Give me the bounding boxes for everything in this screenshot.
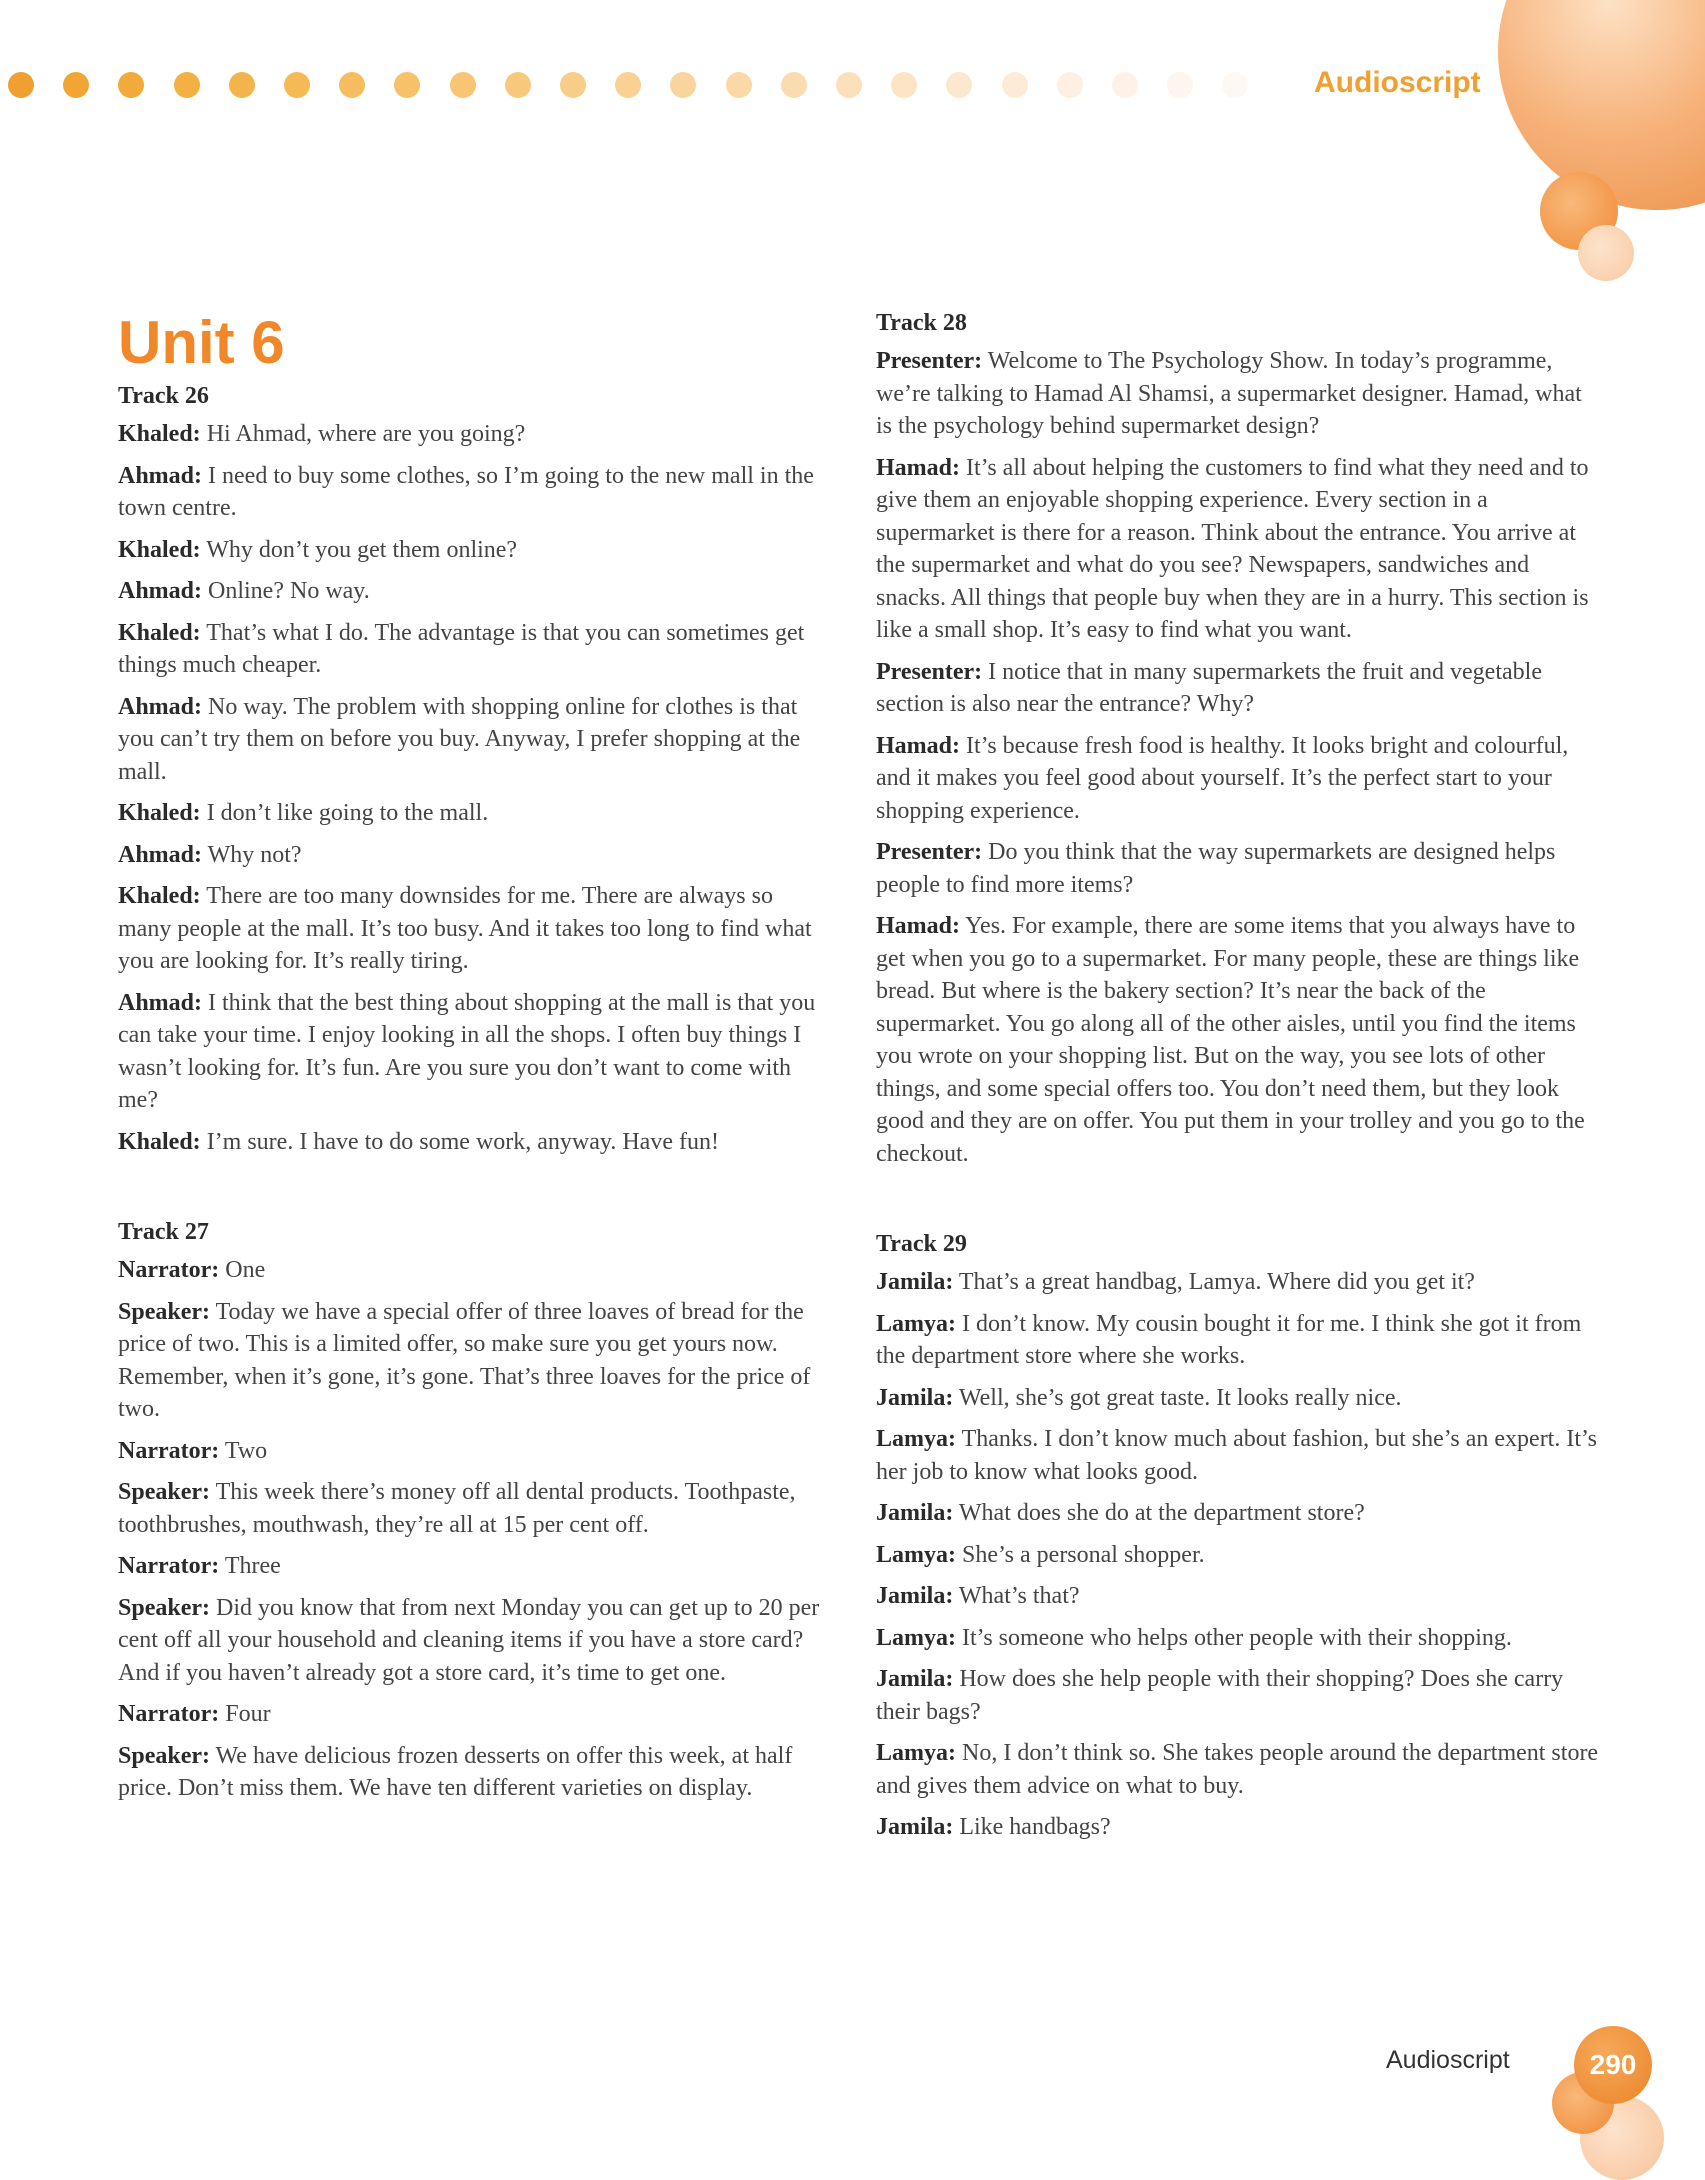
track-block xyxy=(118,1216,830,1805)
header-dot xyxy=(560,72,586,98)
header-dot xyxy=(8,72,34,98)
dialogue-line xyxy=(118,1740,830,1805)
header-dot xyxy=(726,72,752,98)
speaker-name: Khaled: xyxy=(118,883,201,909)
dialogue-line xyxy=(876,452,1601,647)
speaker-name: Ahmad: xyxy=(118,578,203,604)
track-heading: Track 28 xyxy=(876,310,967,336)
dialogue-text: It’s someone who helps other people with their shopping. xyxy=(956,1624,1512,1651)
dialogue-text: We have delicious frozen desserts on offer this week, at half price. Don’t miss them. We have ten different varieties on display. xyxy=(118,1742,793,1801)
dialogue-line xyxy=(876,730,1601,828)
dialogue-line xyxy=(876,1622,1601,1655)
speaker-name: Narrator: xyxy=(118,1701,220,1727)
speaker-name: Jamila: xyxy=(876,1666,954,1692)
dialogue-text: Did you know that from next Monday you can get up to 20 per cent off all your household and cleaning items if you have a store card? And if you haven’t already got a store card, it’s time to get one. xyxy=(118,1594,820,1686)
header-dot xyxy=(946,72,972,98)
speaker-name: Presenter: xyxy=(876,348,983,374)
dialogue-text: Why not? xyxy=(202,841,302,868)
dialogue-line xyxy=(118,1550,830,1583)
header-dot xyxy=(394,72,420,98)
speaker-name: Lamya: xyxy=(876,1541,956,1568)
dialogue-text: That’s a great handbag, Lamya. Where did you get it? xyxy=(953,1269,1475,1295)
dialogue-text: I notice that in many supermarkets the fruit and vegetable section is also near the entrance? Why? xyxy=(876,658,1542,717)
left-tracks xyxy=(118,380,830,1805)
header-dot xyxy=(63,72,89,98)
dialogue-text: Online? No way. xyxy=(202,578,370,604)
unit-title: Unit 6 xyxy=(118,309,285,376)
speaker-name: Khaled: xyxy=(118,1128,201,1155)
header-dot xyxy=(1222,72,1248,98)
speaker-name: Khaled: xyxy=(118,619,201,646)
dialogue-line xyxy=(118,1435,830,1468)
speaker-name: Hamad: xyxy=(876,913,960,939)
header-dot xyxy=(781,72,807,98)
dialogue-text: Yes. For example, there are some items that you always have to get when you go to a supermarket. For many people, these are things like bread. But where is the bakery section? It’s near the back of the supermarket. You go along all of the other aisles, until you find the items you wrote on your shopping list. But on the way, you see lots of other things, and some special offers too. You don’t need them, but they look good and they are on offer. You put them in your trolley and you go to the checkout. xyxy=(876,913,1585,1167)
track-heading: Track 29 xyxy=(876,1231,967,1257)
dialogue-line xyxy=(118,534,830,567)
dialogue-line xyxy=(118,691,830,789)
dialogue-text: Today we have a special offer of three loaves of bread for the price of two. This is a limited offer, so make sure you get yours now. Remember, when it’s gone, it’s gone. That’s three loaves for the price of two. xyxy=(118,1298,811,1422)
dialogue-text: Three xyxy=(219,1553,281,1579)
dialogue-text: How does she help people with their shopping? Does she carry their bags? xyxy=(876,1666,1564,1725)
header-dot xyxy=(339,72,365,98)
dialogue-text: That’s what I do. The advantage is that you can sometimes get things much cheaper. xyxy=(118,619,805,678)
speaker-name: Lamya: xyxy=(876,1426,956,1452)
dialogue-line xyxy=(118,1592,830,1690)
track-block xyxy=(876,1228,1601,1844)
decorative-sphere-small xyxy=(1578,225,1634,281)
dialogue-line xyxy=(118,797,830,830)
dialogue-line xyxy=(876,1737,1601,1802)
track-heading: Track 26 xyxy=(118,383,209,409)
dialogue-text: I don’t like going to the mall. xyxy=(200,800,489,826)
speaker-name: Narrator: xyxy=(118,1553,220,1579)
dialogue-line xyxy=(876,1811,1601,1844)
header-dot xyxy=(670,72,696,98)
dialogue-line xyxy=(118,1698,830,1731)
dialogue-line xyxy=(876,910,1601,1170)
header-dot xyxy=(450,72,476,98)
speaker-name: Ahmad: xyxy=(118,841,203,868)
dialogue-line xyxy=(876,1308,1601,1373)
dialogue-line xyxy=(876,1423,1601,1488)
header-dot xyxy=(505,72,531,98)
speaker-name: Speaker: xyxy=(118,1742,210,1769)
speaker-name: Presenter: xyxy=(876,839,983,865)
speaker-name: Ahmad: xyxy=(118,462,203,489)
dialogue-line xyxy=(118,880,830,978)
speaker-name: Khaled: xyxy=(118,800,201,826)
dialogue-text: I don’t know. My cousin bought it for me. I think she got it from the department store where she works. xyxy=(876,1310,1582,1369)
dialogue-line xyxy=(876,1382,1601,1415)
track-block xyxy=(876,307,1601,1170)
speaker-name: Hamad: xyxy=(876,454,960,481)
dialogue-line xyxy=(876,836,1601,901)
right-column xyxy=(876,307,1601,1902)
header-dot xyxy=(1002,72,1028,98)
footer-section-label: Audioscript xyxy=(1386,2046,1510,2074)
speaker-name: Narrator: xyxy=(118,1437,220,1464)
dialogue-line xyxy=(118,839,830,872)
dialogue-text: Two xyxy=(219,1437,268,1464)
dialogue-line xyxy=(118,1126,830,1159)
header-dot xyxy=(1112,72,1138,98)
dialogue-text: What does she do at the department store? xyxy=(953,1500,1365,1526)
dialogue-line xyxy=(876,1497,1601,1530)
dialogue-text: Do you think that the way supermarkets are designed helps people to find more items? xyxy=(876,839,1556,898)
dialogue-text: This week there’s money off all dental products. Toothpaste, toothbrushes, mouthwash, they’re all at 15 per cent off. xyxy=(118,1479,796,1538)
speaker-name: Narrator: xyxy=(118,1257,220,1283)
dialogue-line xyxy=(118,418,830,451)
speaker-name: Speaker: xyxy=(118,1594,210,1621)
track-block xyxy=(118,380,830,1158)
header-dot xyxy=(118,72,144,98)
speaker-name: Hamad: xyxy=(876,732,960,759)
header-section-label: Audioscript xyxy=(1314,66,1481,99)
dialogue-text: Four xyxy=(219,1701,271,1727)
dialogue-text: One xyxy=(219,1257,266,1283)
dialogue-line xyxy=(118,460,830,525)
dialogue-text: Like handbags? xyxy=(953,1814,1111,1840)
speaker-name: Ahmad: xyxy=(118,693,203,720)
dialogue-line xyxy=(118,575,830,608)
speaker-name: Jamila: xyxy=(876,1384,954,1411)
header-dot xyxy=(284,72,310,98)
header-dot xyxy=(1057,72,1083,98)
header-dot xyxy=(1167,72,1193,98)
dialogue-line xyxy=(876,656,1601,721)
speaker-name: Jamila: xyxy=(876,1814,954,1840)
dialogue-line xyxy=(876,345,1601,443)
dialogue-text: Well, she’s got great taste. It looks really nice. xyxy=(953,1384,1402,1411)
dialogue-text: No, I don’t think so. She takes people around the department store and gives them advice on what to buy. xyxy=(876,1740,1599,1799)
dialogue-line xyxy=(876,1266,1601,1299)
dialogue-text: She’s a personal shopper. xyxy=(956,1541,1205,1568)
dialogue-text: Thanks. I don’t know much about fashion, but she’s an expert. It’s her job to know what looks good. xyxy=(876,1426,1598,1485)
dialogue-line xyxy=(118,617,830,682)
speaker-name: Presenter: xyxy=(876,658,983,685)
dialogue-line xyxy=(118,1476,830,1541)
header-dot xyxy=(891,72,917,98)
page-number-badge: 290 xyxy=(1574,2026,1652,2104)
dialogue-text: What’s that? xyxy=(953,1583,1080,1609)
speaker-name: Khaled: xyxy=(118,421,201,447)
header-dot xyxy=(836,72,862,98)
dialogue-line xyxy=(118,987,830,1117)
dialogue-text: It’s because fresh food is healthy. It looks bright and colourful, and it makes you feel good about yourself. It’s the perfect start to your shopping experience. xyxy=(876,732,1569,824)
dialogue-text: It’s all about helping the customers to find what they need and to give them an enjoyable shopping experience. Every section in a supermarket is there for a reason. Think about the entrance. You arrive at the supermarket and what do you see? Newspapers, sandwiches and snacks. All things that people buy when they are in a hurry. This section is like a small shop. It’s easy to find what you want. xyxy=(876,454,1589,643)
speaker-name: Khaled: xyxy=(118,536,201,563)
track-heading: Track 27 xyxy=(118,1219,209,1245)
dialogue-text: No way. The problem with shopping online for clothes is that you can’t try them on before you buy. Anyway, I prefer shopping at the mall. xyxy=(118,693,801,785)
header-dot xyxy=(615,72,641,98)
dialogue-text: I’m sure. I have to do some work, anyway. Have fun! xyxy=(200,1128,719,1155)
dialogue-text: I need to buy some clothes, so I’m going to the new mall in the town centre. xyxy=(118,462,814,521)
dialogue-line xyxy=(876,1539,1601,1572)
right-tracks xyxy=(876,307,1601,1844)
dialogue-text: Hi Ahmad, where are you going? xyxy=(200,421,526,447)
dialogue-line xyxy=(876,1580,1601,1613)
dialogue-text: I think that the best thing about shopping at the mall is that you can take your time. I enjoy looking in all the shops. I often buy things I wasn’t looking for. It’s fun. Are you sure you don’t want to come with me? xyxy=(118,989,816,1113)
dialogue-line xyxy=(118,1254,830,1287)
dialogue-text: Why don’t you get them online? xyxy=(200,536,518,563)
speaker-name: Jamila: xyxy=(876,1500,954,1526)
speaker-name: Lamya: xyxy=(876,1310,956,1337)
speaker-name: Lamya: xyxy=(876,1740,956,1766)
dialogue-line xyxy=(118,1296,830,1426)
speaker-name: Lamya: xyxy=(876,1624,956,1651)
speaker-name: Ahmad: xyxy=(118,989,203,1016)
dialogue-text: There are too many downsides for me. There are always so many people at the mall. It’s too busy. And it takes too long to find what you are looking for. It’s really tiring. xyxy=(118,883,812,974)
left-column xyxy=(118,310,830,1863)
dialogue-text: Welcome to The Psychology Show. In today’s programme, we’re talking to Hamad Al Shamsi, a supermarket designer. Hamad, what is the psychology behind supermarket design? xyxy=(876,348,1582,439)
header-dot xyxy=(174,72,200,98)
speaker-name: Jamila: xyxy=(876,1583,954,1609)
speaker-name: Speaker: xyxy=(118,1298,210,1325)
speaker-name: Jamila: xyxy=(876,1269,954,1295)
dialogue-line xyxy=(876,1663,1601,1728)
header-dot xyxy=(229,72,255,98)
speaker-name: Speaker: xyxy=(118,1479,210,1505)
